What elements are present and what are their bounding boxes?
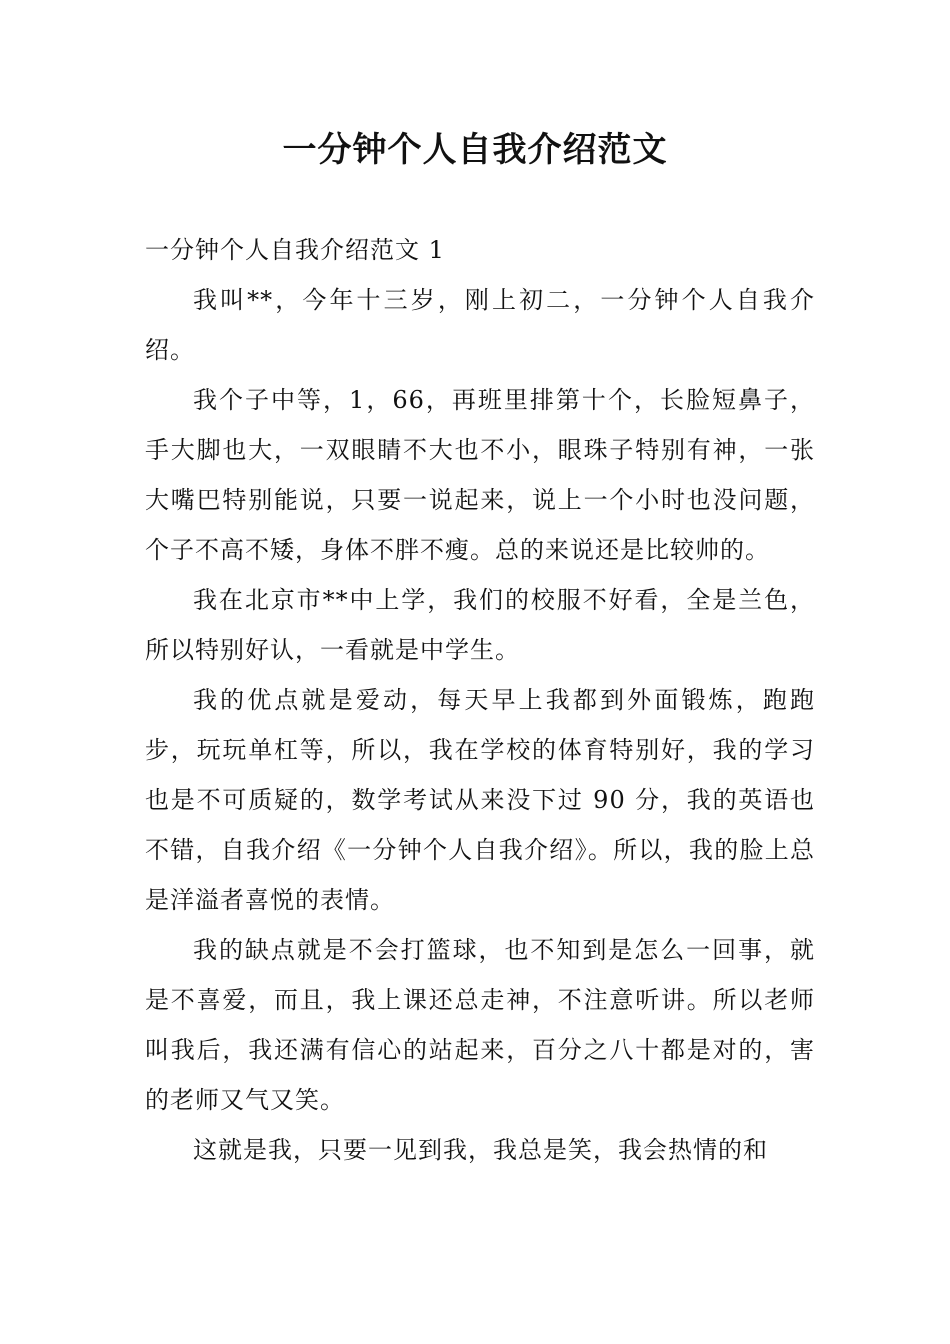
paragraph-5: 我的缺点就是不会打篮球，也不知到是怎么一回事，就是不喜爱，而且，我上课还总走神，不注意听讲。所以老师叫我后，我还满有信心的站起来，百分之八十都是对的，害的老师又气又笑。 [145,936,815,1114]
paragraph-1: 我叫**，今年十三岁，刚上初二，一分钟个人自我介绍。 [145,286,815,364]
document-title: 一分钟个人自我介绍范文 [282,130,668,170]
paragraph-2: 我个子中等，1，66，再班里排第十个，长脸短鼻子，手大脚也大，一双眼睛不大也不小，眼珠子特别有神，一张大嘴巴特别能说，只要一说起来，说上一个小时也没问题，个子不高不矮，身体不胖不瘦。总的来说还是比较帅的。 [145,386,815,564]
document-body [145,225,815,1175]
section-heading: 一分钟个人自我介绍范文 1 [145,236,445,264]
paragraph-4: 我的优点就是爱动，每天早上我都到外面锻炼，跑跑步，玩玩单杠等，所以，我在学校的体育特别好，我的学习也是不可质疑的，数学考试从来没下过 90 分，我的英语也不错，自我介绍《一分钟个人自我介绍》。所以，我的脸上总是洋溢者喜悦的表情。 [145,686,815,914]
paragraph-3: 我在北京市**中上学，我们的校服不好看，全是兰色，所以特别好认，一看就是中学生。 [145,586,815,664]
paragraph-6: 这就是我，只要一见到我，我总是笑，我会热情的和 [193,1136,768,1164]
